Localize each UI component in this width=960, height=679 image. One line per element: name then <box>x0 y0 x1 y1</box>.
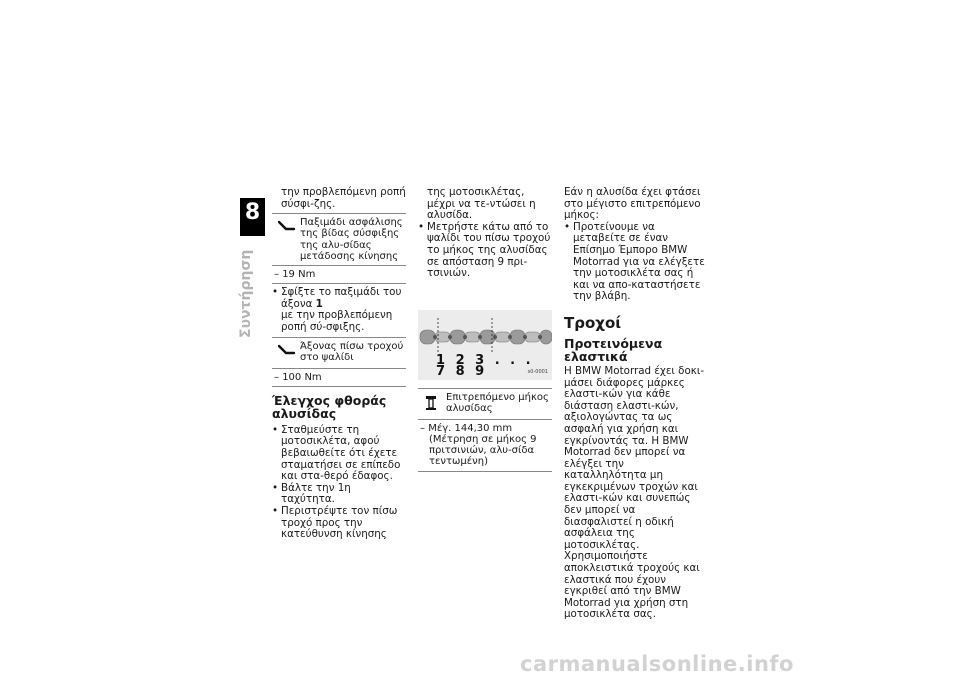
list-item: • Βάλτε την 1η ταχύτητα. <box>272 483 406 506</box>
torque-box-rear-axle-label: Άξονας πίσω τροχού στο ψαλίδι <box>300 340 404 363</box>
list-item: • Περιστρέψτε τον πίσω τροχό προς την κατεύθυνση κίνησης <box>272 506 406 541</box>
torque-box-chain-nut: Παξιμάδι ασφάλισης της βίδας σύσφιξης της αλυ-σίδας μετάδοσης κίνησης – 19 Nm <box>272 213 406 284</box>
col1-intro: την προβλεπόμενη ροπή σύσφι-ζης. <box>281 186 406 210</box>
measurement-icon <box>424 395 438 414</box>
section-heading-wheels: Τροχοί <box>564 313 622 332</box>
col3-intro: Εάν η αλυσίδα έχει φτάσει στο μέγιστο επιτρεπόμενο μήκος: <box>564 186 701 222</box>
column-1 <box>272 187 406 541</box>
subheading-recommended-tyres: Προτεινόμενα ελαστικά <box>564 335 663 365</box>
column-3 <box>564 187 706 621</box>
chain-figure <box>418 310 552 380</box>
col3-paragraph-1: Η BMW Motorrad έχει δοκι-μάσει διάφορες μάρκες ελαστι-κών για κάθε διάσταση ελαστι-κών, αξιολογώντας τα ως ασφαλή για χρήση και εγκρίνοντάς τα. Η BMW Motorrad δεν μπορεί να ελέγξει την καταλληλότητα μη εγκεκριμένων τροχών και ελαστι-κών και συνεπώς δεν μπορεί να διασφαλιστεί η οδική ασφάλεια της μοτοσικλέτας. <box>564 364 705 551</box>
torque-box-chain-nut-label: Παξιμάδι ασφάλισης της βίδας σύσφιξης της αλυ-σίδας μετάδοσης κίνησης <box>300 217 403 262</box>
spec-box-chain-length: Επιτρεπόμενο μήκος αλυσίδας – Μέγ. 144,30 mm (Μέτρηση σε μήκος 9 πριτσινιών, αλυ-σίδα τεντωμένη) <box>418 388 552 472</box>
list-item: • Σταθμεύστε τη μοτοσικλέτα, αφού βεβαιωθείτε ότι έχετε σταματήσει σε επίπεδο και στα-θερό έδαφος. <box>272 425 406 483</box>
chapter-title: Συντήρηση <box>238 249 254 338</box>
chain-length-value: Μέγ. 144,30 mm (Μέτρηση σε μήκος 9 πριτσινιών, αλυ-σίδα τεντωμένη) <box>428 422 537 468</box>
col3-paragraph-2: Χρησιμοποιήστε αποκλειστικά τροχούς και ελαστικά που έχουν εγκριθεί από την BMW Motorrad για χρήση στη μοτοσικλέτα σας. <box>564 550 700 621</box>
torque-box-rear-axle: Άξονας πίσω τροχού στο ψαλίδι – 100 Nm <box>272 337 406 387</box>
chapter-number: 8 <box>240 198 265 236</box>
watermark: carmanualsonline.info <box>520 652 794 676</box>
col2-intro: της μοτοσικλέτας, μέχρι να τε-ντώσει η αλυσίδα. <box>427 186 536 222</box>
torque-value-19: 19 Nm <box>282 269 316 280</box>
torque-wrench-icon <box>278 344 296 361</box>
axle-ref-number: 1 <box>315 297 323 310</box>
col3-bullet-dealer: • Προτείνουμε να μεταβείτε σε έναν Επίσημο Έμπορο BMW Motorrad για να ελέγξετε την μοτοσικλέτα σας ή και να απο-καταστήσετε την βλάβη. <box>564 222 706 303</box>
page-number: 100 <box>243 228 262 238</box>
spec-box-chain-length-label: Επιτρεπόμενο μήκος αλυσίδας <box>446 391 549 414</box>
column-2 <box>418 187 552 475</box>
torque-value-100: 100 Nm <box>282 371 322 383</box>
torque-wrench-icon <box>278 220 296 237</box>
figure-code: s0-0001 <box>527 369 548 376</box>
col1-bullet-axle-nut: • Σφίξτε το παξιμάδι του άξονα 1 με την προβλεπόμενη ροπή σύ-σφιξης. <box>272 287 406 333</box>
col2-bullet-measure: • Μετρήστε κάτω από το ψαλίδι του πίσω τροχού το μήκος της αλυσίδας σε απόσταση 9 πρι-τσινιών. <box>418 222 552 280</box>
chain-rivet-count-label: 1 2 3 . . . 7 8 9 <box>436 352 534 380</box>
section-heading-chain-wear: Έλεγχος φθοράς αλυσίδας <box>272 392 387 422</box>
